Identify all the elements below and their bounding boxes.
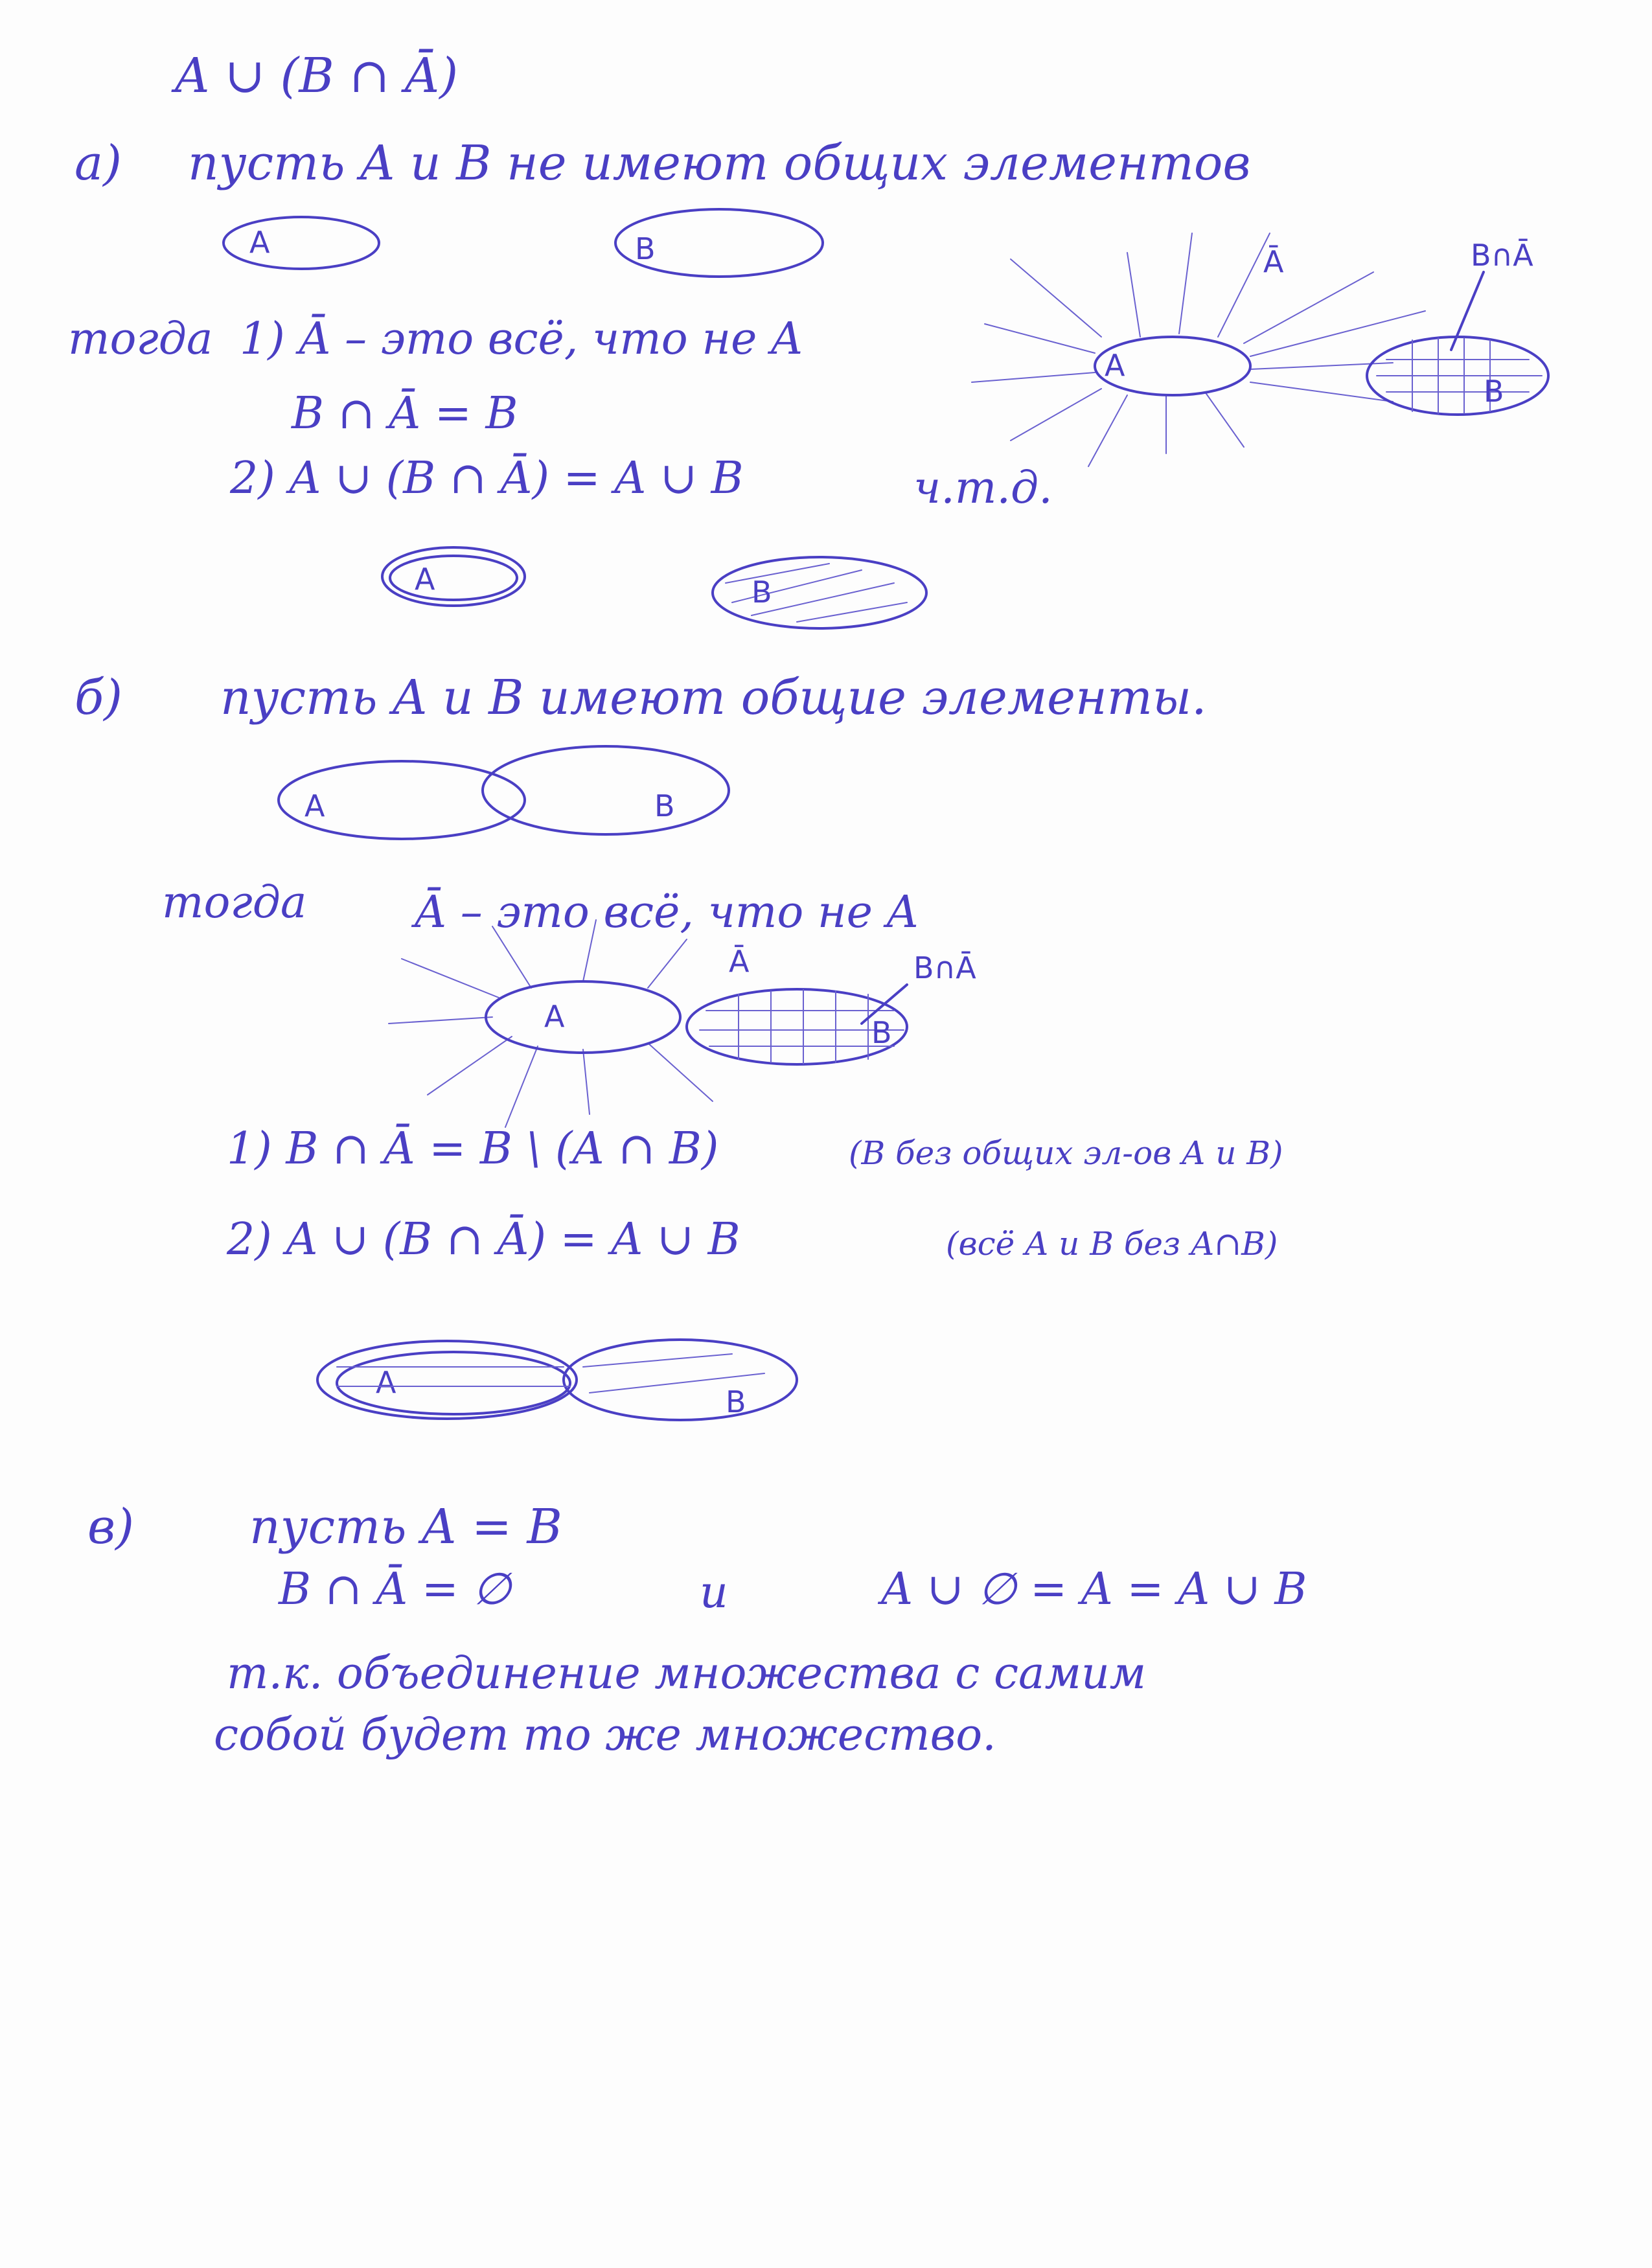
part-b-eq2-note: (всё A и B без A∩B) <box>946 1225 1278 1263</box>
union-set-a-outline <box>337 1352 570 1414</box>
complement-b-and-not-a-label: B∩Ā <box>913 950 976 985</box>
part-a-marker: а) <box>75 135 122 191</box>
set-a-label: A <box>304 788 325 823</box>
complement-not-a-label: Ā <box>1263 244 1284 279</box>
part-a-step2: 2) A ∪ (B ∩ Ā) = A ∪ B <box>230 453 744 504</box>
part-a-qed: ч.т.д. <box>913 463 1053 514</box>
part-a-then: тогда <box>68 314 213 365</box>
part-c-eq2: A ∪ ∅ = A = A ∪ B <box>881 1564 1307 1615</box>
union-set-a-label: A <box>376 1365 396 1400</box>
complement-set-b-label: B <box>1484 374 1504 409</box>
part-c-premise: пусть A = B <box>249 1499 562 1555</box>
union-hatching <box>337 1354 764 1393</box>
part-b-marker: б) <box>75 670 123 726</box>
union-set-a-label: A <box>415 562 435 597</box>
complement-set-b-label: B <box>871 1015 892 1050</box>
part-b-then: тогда <box>162 877 307 928</box>
complement-set-a-ellipse <box>486 981 680 1053</box>
page-title: A ∪ (B ∩ Ā) <box>175 48 459 104</box>
part-c-eq1: B ∩ Ā = ∅ <box>279 1564 511 1615</box>
union-set-b-label: B <box>751 575 772 610</box>
part-a-step1: 1) Ā – это всё, что не A <box>240 314 803 365</box>
part-b-eq1: 1) B ∩ Ā = B \ (A ∩ B) <box>227 1123 719 1174</box>
part-a-eq1: B ∩ Ā = B <box>292 388 518 439</box>
union-set-b-label: B <box>726 1384 746 1419</box>
complement-not-a-label: Ā <box>729 944 750 979</box>
part-b-eq2: 2) A ∪ (B ∩ Ā) = A ∪ B <box>227 1214 740 1265</box>
part-c-marker: в) <box>87 1499 134 1555</box>
part-a-premise: пусть A и B не имеют общих элементов <box>188 135 1251 191</box>
set-a-label: A <box>249 225 270 260</box>
set-b-label: B <box>654 788 675 823</box>
union-set-b-ellipse <box>564 1340 797 1420</box>
part-b-eq1-note: (B без общих эл-ов A и B) <box>849 1134 1283 1172</box>
part-c-conjunction: и <box>700 1567 728 1618</box>
part-c-note-line2: собой будет то же множество. <box>214 1710 996 1761</box>
part-c-note-line1: т.к. объединение множества с самим <box>227 1648 1147 1699</box>
part-b-premise: пусть A и B имеют общие элементы. <box>220 670 1207 726</box>
complement-set-a-label: A <box>1105 348 1125 383</box>
part-b-step0: Ā – это всё, что не A <box>415 887 919 938</box>
complement-b-and-not-a-label: B∩Ā <box>1471 238 1533 273</box>
set-b-label: B <box>635 231 656 266</box>
complement-set-a-label: A <box>544 999 565 1034</box>
